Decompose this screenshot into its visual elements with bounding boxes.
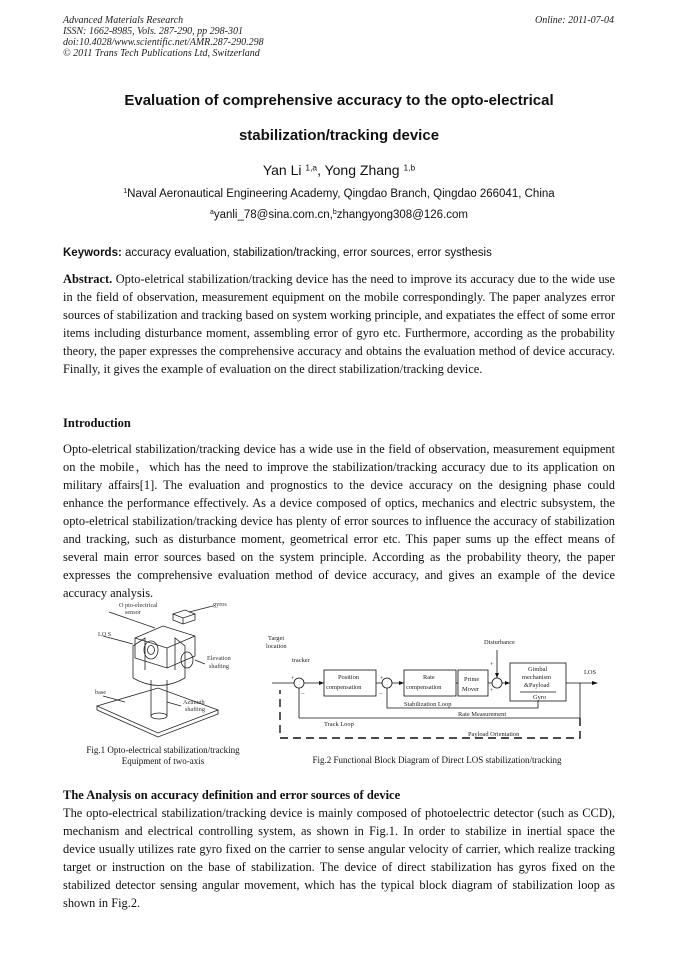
issn-line: ISSN: 1662-8985, Vols. 287-290, pp 298-301	[63, 26, 243, 37]
email-address: yanli_78@sina.com.cn,	[213, 209, 333, 221]
affiliation-text: Naval Aeronautical Engineering Academy, Qingdao Branch, Qingdao 266041, China	[127, 188, 555, 200]
fig2-sign-plus: +	[291, 675, 295, 682]
author-separator: ,	[317, 162, 325, 178]
doi-line: doi:10.4028/www.scientific.net/AMR.287-290.298	[63, 37, 264, 48]
affiliation	[0, 188, 678, 200]
fig2-label-mover: Mover	[462, 686, 480, 693]
fig2-label-location: location	[266, 643, 287, 650]
fig2-sign-plus: +	[380, 675, 384, 682]
leader-line	[189, 606, 213, 612]
summing-junction	[294, 678, 304, 688]
fig1-label-base: base	[95, 689, 106, 696]
leader-line	[195, 660, 205, 664]
fig1-label-los: LO S	[98, 631, 112, 638]
fig2-sign-minus: −	[379, 691, 383, 698]
section-text: The opto-electrical stabilization/tracking device is mainly composed of photoelectric detector (such as CCD), mechanism and electrical controlling system, as shown in Fig.1. In order to stabilize in inertial space the device usually utilizes rate gyro fixed on the carrier to sense angular velocity of carrier, which realize tracking target or instruction on the base of stabilization. The device of direct stabilization has gyros fixed on the stabilized detector sensing angular movement, which has the typical block diagram of stabilization loop as shown in Fig.2.	[63, 806, 615, 910]
figure-2-caption: Fig.2 Functional Block Diagram of Direct LOS stabilization/tracking	[312, 755, 562, 765]
fig2-sign-minus: −	[301, 691, 305, 698]
paper-title-line2: stabilization/tracking device	[238, 127, 440, 144]
fig2-sign-plus: +	[490, 661, 494, 668]
arrow-head	[319, 681, 324, 685]
pedestal-foot	[151, 713, 167, 719]
fig2-label-rate: Rate	[423, 674, 435, 681]
sensor-lens-inner	[148, 646, 155, 655]
author-superscript: 1,a	[305, 162, 318, 173]
copyright-line: © 2011 Trans Tech Publications Ltd, Switzerland	[63, 48, 260, 59]
figure-1-caption-line1: Fig.1 Opto-electrical stabilization/tracking	[86, 745, 240, 755]
section-heading: The Analysis on accuracy definition and error sources of device	[63, 788, 401, 802]
leader-line	[167, 702, 181, 706]
email-address: zhangyong308@126.com	[336, 209, 468, 221]
journal-header	[63, 15, 463, 59]
fig2-label-gyro: Gyro	[533, 694, 547, 701]
arrow-head	[399, 681, 404, 685]
journal-name: Advanced Materials Research	[63, 15, 184, 26]
figure-1-drawing	[63, 598, 258, 746]
fig2-label-prime: Prime	[464, 676, 480, 683]
fig1-label-elevation-shafting: shafting	[209, 663, 229, 670]
fig2-label-payload: &Payload	[524, 682, 550, 689]
fig1-label-gyros: gyros	[213, 601, 227, 608]
fig2-label-tracker: tracker	[292, 657, 310, 664]
fig2-label-compensation: compensation	[326, 684, 362, 691]
fig2-label-payload-orientation: Payload Orientation	[468, 731, 520, 738]
author-list	[0, 162, 678, 178]
arrow-head	[592, 681, 598, 685]
keywords-label: Keywords:	[63, 247, 122, 259]
fig2-label-rate-measurement: Rate Measurement	[458, 711, 507, 718]
fig2-label-rate-compensation: compensation	[406, 684, 442, 691]
fig1-label-opto: O pto-electrical	[119, 602, 158, 609]
author-name: Yong Zhang	[324, 162, 400, 178]
keywords-text: accuracy evaluation, stabilization/tracking, error sources, error systhesis	[121, 247, 492, 259]
introduction-heading: Introduction	[63, 416, 131, 430]
fig2-label-disturbance: Disturbance	[484, 639, 515, 646]
fig2-label-position: Position	[338, 674, 359, 681]
arrow-head	[505, 681, 510, 685]
fig1-label-azimuth-shafting: shafting	[185, 706, 205, 713]
fig1-label-azimuth: Azimuth	[183, 699, 205, 706]
online-date: Online: 2011-07-04	[535, 15, 614, 26]
elevation-hub	[181, 652, 193, 668]
fig2-label-los: LOS	[584, 669, 597, 676]
fig2-label-target: Target	[268, 635, 285, 642]
email-superscript: b	[332, 209, 337, 217]
figure-1-caption	[63, 745, 263, 767]
fig2-label-mechanism: mechanism	[522, 674, 552, 681]
fig2-label-track-loop: Track Loop	[324, 721, 354, 728]
fig2-label-gimbal: Gimbal	[528, 666, 548, 673]
email-line	[0, 209, 678, 221]
author-superscript: 1,b	[403, 162, 416, 173]
affiliation-superscript: 1	[123, 188, 128, 196]
introduction-text: Opto-eletrical stabilization/tracking device has a wide use in the field of observation, measurement equipment on the mobile，which has the need to improve the stabilization/tracking accuracy due to its application on military affairs[1]. The evaluation and prognostics to the device accuracy on the designing phase could enhance the performance effectively. As a device composed of optics, mechanics and electric subsystem, the opto-eletrical stabilization/tracking device has plenty of error sources to influence the accuracy of stabilization and tracking, such as disturbance moment, geometrical error etc. This paper sums up the effect means of several main error sources based on the system principle. According as the probability theory, the paper expresses the comprehensive evaluation method of device accuracy, and gives an example of the device accuracy analysis.	[63, 442, 615, 600]
paper-title-line1: Evaluation of comprehensive accuracy to the opto-electrical	[124, 92, 554, 109]
arrow-head	[495, 673, 499, 678]
fig1-label-elevation: Elevation	[207, 655, 231, 662]
abstract-text: Opto-eletrical stabilization/tracking device has the need to improve its accuracy due to the wide use in the field of observation, measurement equipment on the mobile correspondingly. The paper analyzes error sources of stabilization and tracking based on system working principle, and expatiates the effect of some error items including disturbance moment, assembling error of gyro etc. Furthermore, according as the probability theory, the paper expresses the comprehensive accuracy and obtains the evaluation method of device accuracy. Finally, it gives the example of evaluation on the direct stabilization/tracking device.	[63, 272, 615, 376]
email-superscript: a	[209, 209, 214, 217]
author-name: Yan Li	[262, 162, 302, 178]
keywords	[63, 247, 615, 259]
fig1-label-sensor: sensor	[125, 609, 141, 616]
abstract	[63, 270, 615, 378]
fig2-label-stabilization-loop: Stabilization Loop	[404, 701, 452, 708]
sensor-lens	[144, 641, 158, 659]
fig2-sign-plus: +	[490, 687, 494, 694]
gyro-box	[173, 610, 195, 624]
figure-1-caption-line2: Equipment of two-axis	[121, 756, 205, 766]
abstract-label: Abstract.	[63, 272, 113, 286]
figure-2-block-diagram	[262, 630, 610, 748]
